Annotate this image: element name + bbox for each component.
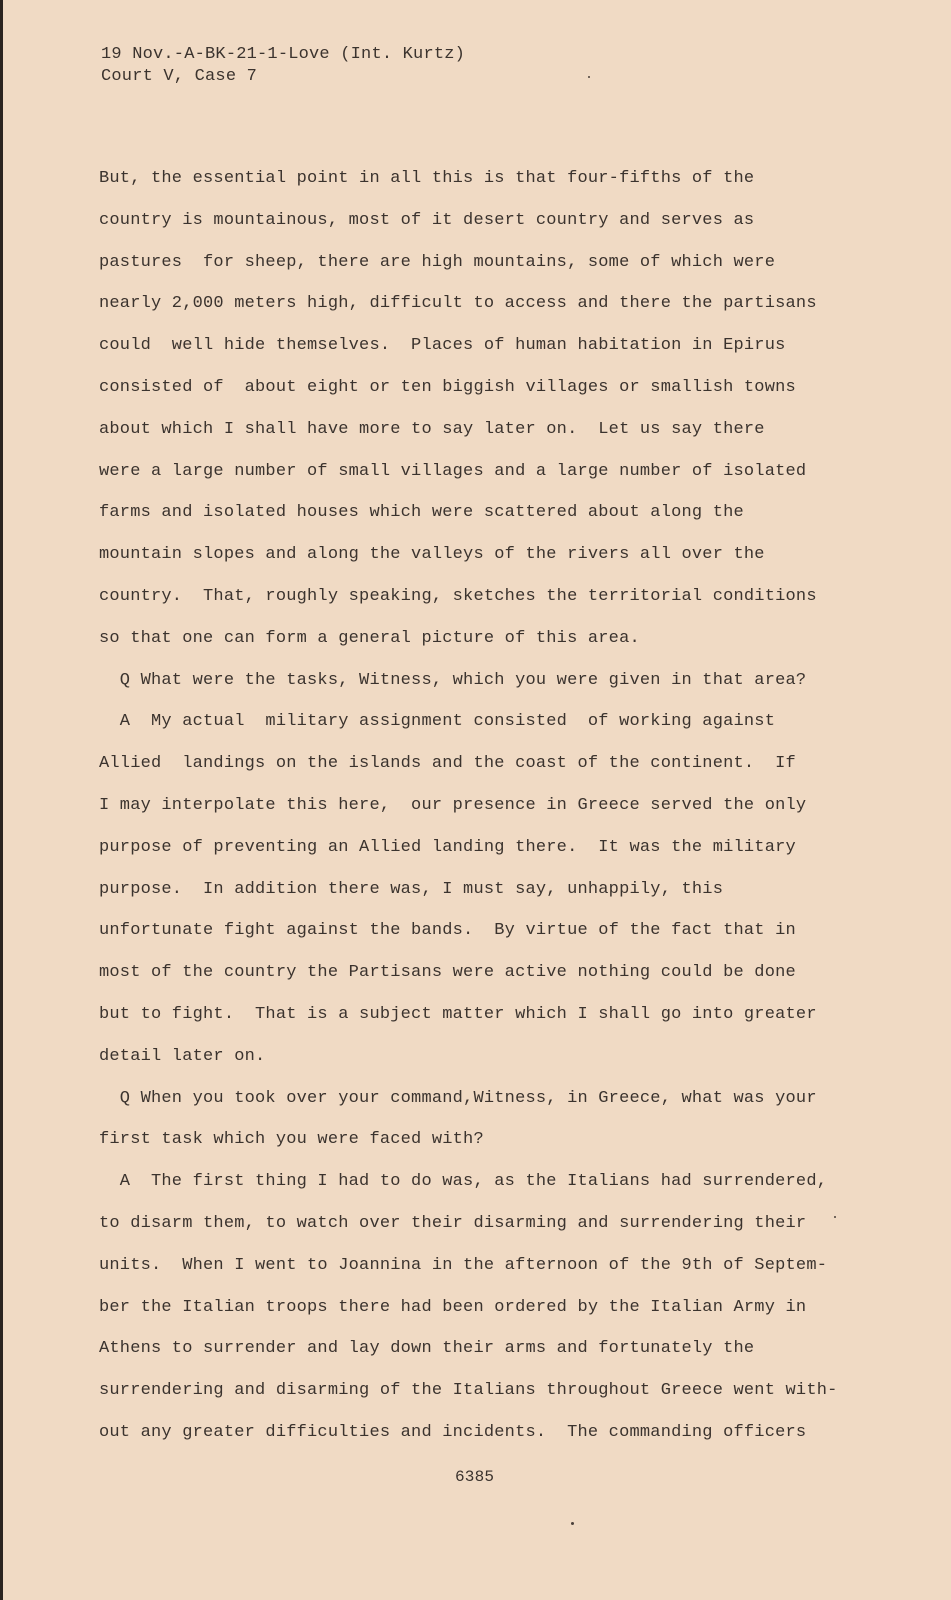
text-line: were a large number of small villages and a large number of isolated: [99, 461, 807, 481]
text-line: first task which you were faced with?: [99, 1130, 484, 1150]
text-line: Allied landings on the islands and the coast of the continent. If: [99, 754, 796, 774]
document-header: [101, 44, 465, 88]
text-line: mountain slopes and along the valleys of the rivers all over the: [99, 545, 765, 565]
text-line: purpose of preventing an Allied landing there. It was the military: [99, 837, 796, 857]
text-line: nearly 2,000 meters high, difficult to access and there the partisans: [99, 294, 817, 314]
text-line: but to fight. That is a subject matter which I shall go into greater: [99, 1004, 817, 1024]
text-line: units. When I went to Joannina in the afternoon of the 9th of Septem-: [99, 1255, 828, 1275]
text-line: But, the essential point in all this is that four-fifths of the: [99, 169, 755, 188]
text-line: Athens to surrender and lay down their arms and fortunately the: [99, 1339, 755, 1359]
text-line: country. That, roughly speaking, sketches the territorial conditions: [99, 586, 817, 606]
page-number: 6385: [455, 1468, 495, 1486]
header-court-line: Court V, Case 7: [101, 67, 258, 86]
text-line: country is mountainous, most of it desert country and serves as: [99, 210, 755, 230]
text-line: to disarm them, to watch over their disarming and surrendering their: [99, 1213, 807, 1233]
text-line: most of the country the Partisans were active nothing could be done: [99, 963, 796, 983]
question-line: Q What were the tasks, Witness, which you were given in that area?: [99, 670, 807, 690]
text-line: purpose. In addition there was, I must say, unhappily, this: [99, 879, 724, 899]
question-line: Q When you took over your command,Witness, in Greece, what was your: [99, 1088, 817, 1108]
text-line: detail later on.: [99, 1046, 266, 1066]
paper-speck: [834, 1216, 836, 1218]
text-line: could well hide themselves. Places of human habitation in Epirus: [99, 336, 786, 356]
answer-line: A My actual military assignment consisted of working against: [99, 712, 776, 732]
text-line: consisted of about eight or ten biggish villages or smallish towns: [99, 377, 796, 397]
text-line: unfortunate fight against the bands. By virtue of the fact that in: [99, 921, 796, 941]
header-session-line: 19 Nov.-A-BK-21-1-Love (Int. Kurtz): [101, 45, 466, 64]
text-line: ber the Italian troops there had been ordered by the Italian Army in: [99, 1297, 807, 1317]
text-line: out any greater difficulties and incidents. The commanding officers: [99, 1422, 807, 1442]
answer-line: A The first thing I had to do was, as the Italians had surrendered,: [99, 1172, 828, 1192]
text-line: pastures for sheep, there are high mountains, some of which were: [99, 252, 776, 272]
paper-speck: [588, 76, 590, 78]
text-line: about which I shall have more to say later on. Let us say there: [99, 419, 765, 439]
text-line: surrendering and disarming of the Italians throughout Greece went with-: [99, 1381, 838, 1401]
paper-speck: [571, 1522, 574, 1525]
transcript-body: [99, 168, 919, 1464]
text-line: so that one can form a general picture of this area.: [99, 628, 640, 648]
text-line: farms and isolated houses which were scattered about along the: [99, 503, 744, 523]
text-line: I may interpolate this here, our presence in Greece served the only: [99, 795, 807, 815]
